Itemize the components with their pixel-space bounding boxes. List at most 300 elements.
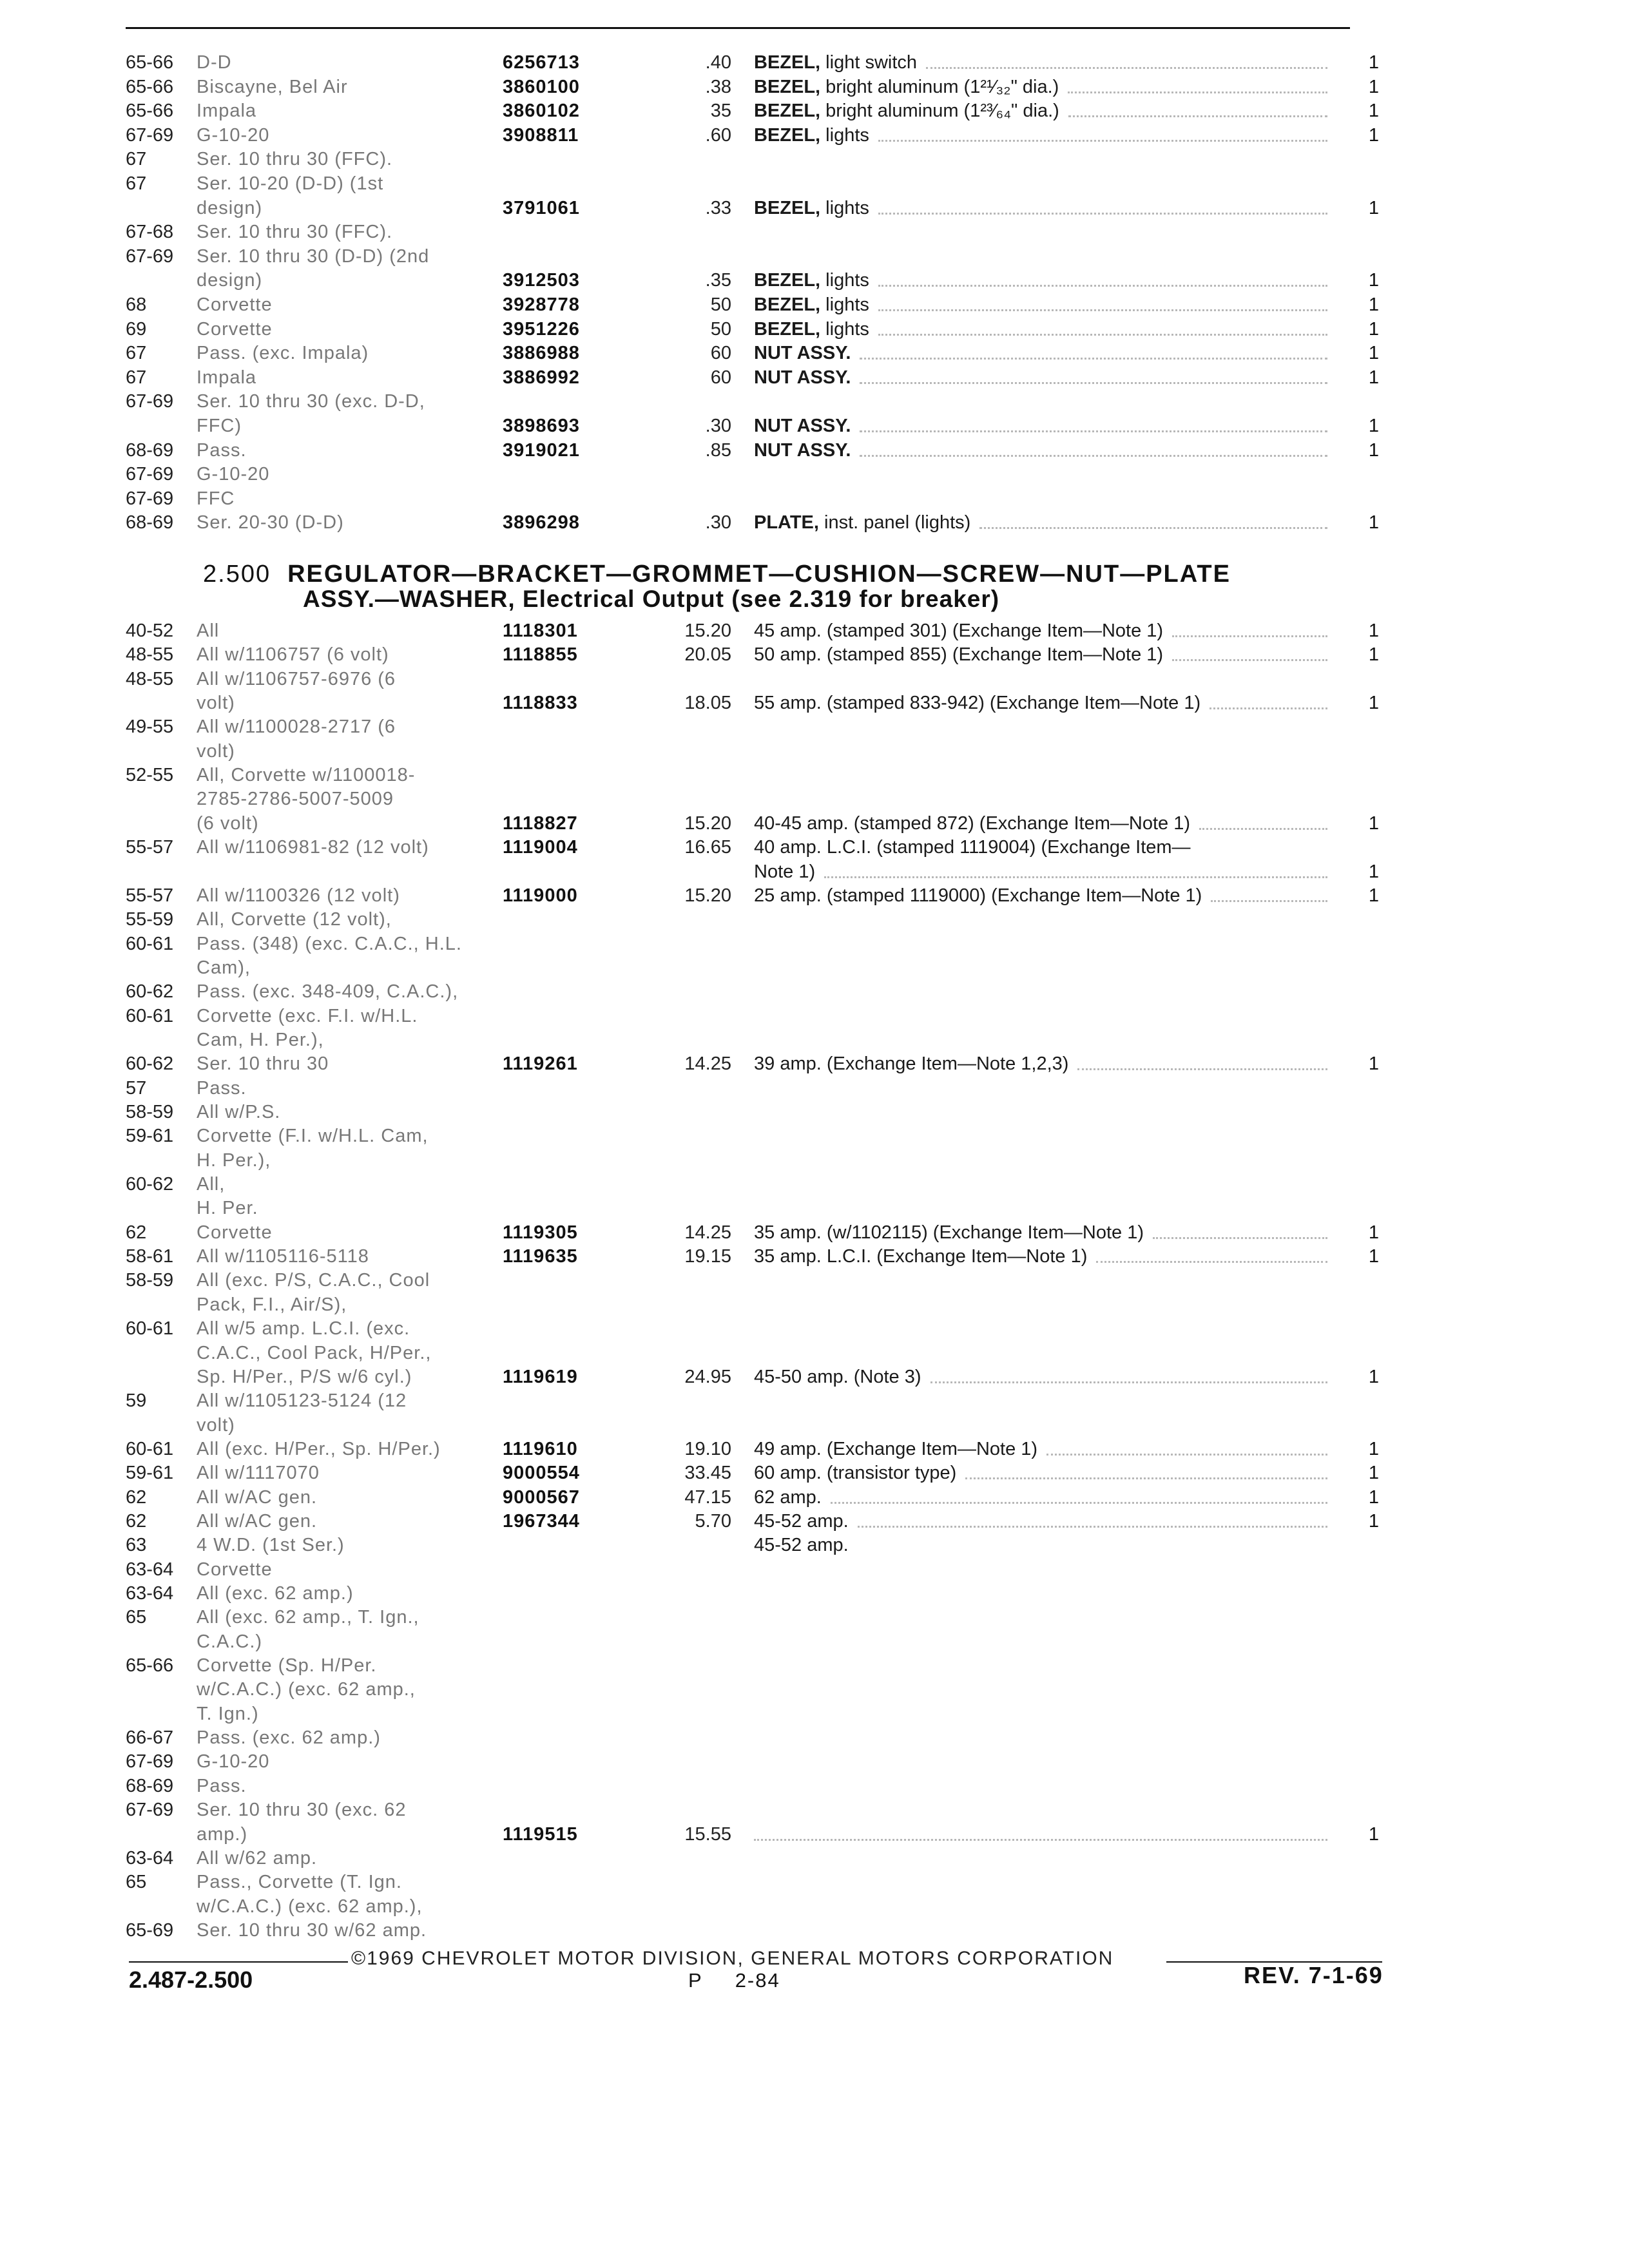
part-number: 1119305: [503, 1222, 578, 1243]
quantity: 1: [1368, 318, 1379, 340]
table-row: [0, 1172, 1629, 1196]
description-text: 45-50 amp. (Note 3): [754, 1366, 921, 1387]
part-number: 1119635: [503, 1246, 578, 1267]
table-row: [0, 147, 1629, 171]
table-row: [0, 171, 1629, 196]
dot-leader: [878, 309, 1327, 311]
model-application: All,: [197, 1174, 226, 1195]
model-years: 63-64: [126, 1559, 174, 1580]
footer-revision: REV. 7-1-69: [1244, 1962, 1383, 1988]
model-application: Corvette: [197, 1222, 273, 1243]
dot-leader: [1068, 91, 1327, 93]
model-years: 60-62: [126, 1174, 174, 1195]
list-price: .33: [705, 197, 731, 218]
quantity: 1: [1368, 1510, 1379, 1532]
model-application: Ser. 10 thru 30 (FFC).: [197, 149, 393, 170]
model-application: All w/AC gen.: [197, 1486, 318, 1508]
part-description: [754, 50, 917, 75]
table-row: [0, 365, 1629, 390]
part-description: [754, 1220, 1144, 1245]
list-price: 14.25: [684, 1222, 731, 1243]
description-keyword: NUT ASSY.: [754, 343, 851, 364]
dot-leader: [1096, 1261, 1327, 1263]
quantity: 1: [1368, 1438, 1379, 1459]
model-application: All w/1105116-5118: [197, 1246, 369, 1267]
model-application: Corvette (F.I. w/H.L. Cam,: [197, 1126, 429, 1147]
model-years: 40-52: [126, 620, 174, 641]
model-years: 67-69: [126, 245, 174, 267]
description-keyword: BEZEL,: [754, 52, 821, 73]
part-number: 9000567: [503, 1486, 580, 1508]
part-number: 1119610: [503, 1438, 578, 1459]
part-number: 1119619: [503, 1366, 578, 1387]
model-years: 68-69: [126, 439, 174, 461]
quantity: 1: [1368, 1463, 1379, 1484]
dot-leader: [878, 213, 1327, 215]
model-application: Ser. 10 thru 30 (exc. D-D,: [197, 391, 425, 412]
part-number: 1118301: [503, 620, 578, 641]
description-keyword: BEZEL,: [754, 318, 821, 340]
model-years: 58-61: [126, 1246, 174, 1267]
list-price: 35: [710, 101, 731, 122]
table-row: [0, 763, 1629, 787]
part-number: 3896298: [503, 512, 580, 533]
model-years: 68: [126, 294, 147, 315]
table-row: [0, 510, 1629, 535]
list-price: 50: [710, 318, 731, 340]
quantity: 1: [1368, 885, 1379, 906]
dot-leader: [858, 1526, 1327, 1528]
model-application: All (exc. 62 amp.): [197, 1583, 354, 1604]
footer-group-range: 2.487-2.500: [129, 1966, 253, 1993]
description-keyword: PLATE,: [754, 512, 819, 533]
description-text: lights: [820, 124, 869, 146]
footer-page-number: 2-84: [735, 1969, 780, 1992]
table-row: [0, 438, 1629, 463]
list-price: 47.15: [684, 1486, 731, 1508]
model-application: Pass. (exc. Impala): [197, 343, 369, 364]
description-keyword: BEZEL,: [754, 294, 821, 315]
part-number: 1119515: [503, 1823, 578, 1845]
table-row: [0, 341, 1629, 365]
list-price: 24.95: [684, 1366, 731, 1387]
dot-leader: [965, 1477, 1327, 1479]
model-application: FFC: [197, 488, 235, 509]
part-description: [754, 1461, 956, 1485]
table-row: [0, 1581, 1629, 1606]
part-number: 3886988: [503, 343, 580, 364]
model-application: Ser. 10 thru 30 (FFC).: [197, 222, 393, 243]
model-years: 69: [126, 318, 147, 340]
dot-leader: [860, 358, 1327, 360]
model-application: Impala: [197, 367, 257, 388]
model-years: 60-61: [126, 1318, 174, 1340]
dot-leader: [1211, 900, 1327, 902]
table-row: [0, 1124, 1629, 1148]
description-text: 40-45 amp. (stamped 872) (Exchange Item—Note 1): [754, 812, 1190, 834]
model-application: 2785-2786-5007-5009: [197, 789, 394, 810]
quantity: 1: [1368, 620, 1379, 641]
model-years: 49-55: [126, 716, 174, 738]
model-application: All w/1105123-5124 (12: [197, 1390, 407, 1412]
list-price: 20.05: [684, 644, 731, 666]
part-description: [754, 268, 869, 293]
model-years: 65-69: [126, 1919, 174, 1941]
model-application: volt): [197, 693, 235, 714]
table-row: [0, 1052, 1629, 1076]
model-application: Pass.: [197, 439, 247, 461]
model-years: 59-61: [126, 1463, 174, 1484]
part-description: [754, 317, 869, 341]
model-application: G-10-20: [197, 124, 270, 146]
description-text: 50 amp. (stamped 855) (Exchange Item—Note 1): [754, 644, 1164, 666]
table-row: [0, 196, 1629, 220]
table-row: [0, 1316, 1629, 1341]
part-number: 1967344: [503, 1510, 580, 1532]
model-application: volt): [197, 1414, 235, 1436]
model-years: 67-69: [126, 124, 174, 146]
quantity: 1: [1368, 439, 1379, 461]
footer-page-letter: P: [688, 1969, 703, 1992]
table-row: [0, 739, 1629, 764]
table-row: [0, 715, 1629, 739]
table-row: [0, 1485, 1629, 1510]
table-row: [0, 1341, 1629, 1365]
list-price: 60: [710, 343, 731, 364]
list-price: 15.20: [684, 812, 731, 834]
dot-leader: [860, 455, 1327, 457]
part-number: 3928778: [503, 294, 580, 315]
table-row: [0, 787, 1629, 811]
model-years: 62: [126, 1222, 147, 1243]
part-description: [754, 811, 1190, 836]
table-row: [0, 1100, 1629, 1124]
model-years: 67: [126, 149, 147, 170]
model-years: 58-59: [126, 1102, 174, 1122]
model-application: All, Corvette (12 volt),: [197, 909, 392, 930]
description-text: 35 amp. L.C.I. (Exchange Item—Note 1): [754, 1246, 1088, 1267]
model-application: G-10-20: [197, 464, 270, 485]
model-application: Pass.: [197, 1775, 247, 1796]
quantity: 1: [1368, 693, 1379, 714]
table-row: [0, 1076, 1629, 1100]
dot-leader: [860, 382, 1327, 384]
description-text: Note 1): [754, 861, 816, 882]
model-years: 52-55: [126, 765, 174, 786]
model-application: Ser. 10 thru 30 (exc. 62: [197, 1800, 407, 1821]
quantity: 1: [1368, 76, 1379, 97]
part-number: 9000554: [503, 1463, 580, 1484]
model-years: 55-59: [126, 909, 174, 930]
model-application: All w/P.S.: [197, 1102, 281, 1122]
model-years: 67-69: [126, 1751, 174, 1773]
table-row: [0, 220, 1629, 244]
model-years: 60-61: [126, 933, 174, 954]
model-application: All (exc. P/S, C.A.C., Cool: [197, 1270, 430, 1291]
table-row: [0, 1557, 1629, 1582]
dot-leader: [1046, 1454, 1327, 1456]
table-row: [0, 1196, 1629, 1220]
model-application: Cam),: [197, 957, 251, 978]
table-row: [0, 1798, 1629, 1822]
part-description: [754, 75, 1059, 99]
table-row: [0, 293, 1629, 317]
model-application: Sp. H/Per., P/S w/6 cyl.): [197, 1366, 412, 1387]
description-text: 45-52 amp.: [754, 1510, 849, 1532]
model-application: Pass. (exc. 348-409, C.A.C.),: [197, 981, 459, 1003]
model-application: All, Corvette w/1100018-: [197, 765, 416, 786]
table-row: [0, 642, 1629, 667]
table-row: [0, 1629, 1629, 1654]
model-years: 59: [126, 1390, 147, 1412]
table-row: [0, 1605, 1629, 1629]
table-row: [0, 883, 1629, 908]
quantity: 1: [1368, 861, 1379, 882]
table-row: [0, 1846, 1629, 1870]
table-row: [0, 1389, 1629, 1413]
part-number: 1118833: [503, 693, 578, 714]
model-application: All w/1100028-2717 (6: [197, 716, 396, 738]
part-description: [754, 1485, 822, 1510]
description-text: 49 amp. (Exchange Item—Note 1): [754, 1438, 1038, 1459]
part-number: 1118855: [503, 644, 578, 666]
table-row: [0, 75, 1629, 99]
table-row: [0, 1749, 1629, 1774]
model-application: C.A.C.): [197, 1631, 263, 1652]
description-text: 45-52 amp.: [754, 1535, 849, 1556]
dot-leader: [878, 285, 1327, 287]
model-application: Pass., Corvette (T. Ign.: [197, 1872, 402, 1893]
model-years: 59-61: [126, 1126, 174, 1147]
model-application: w/C.A.C.) (exc. 62 amp.),: [197, 1896, 423, 1917]
table-row: [0, 389, 1629, 414]
part-description: [754, 341, 851, 365]
table-row: [0, 956, 1629, 980]
dot-leader: [754, 1839, 1327, 1841]
list-price: 50: [710, 294, 731, 315]
model-years: 60-62: [126, 981, 174, 1003]
description-text: lights: [820, 318, 869, 340]
model-years: 57: [126, 1077, 147, 1099]
model-years: 67: [126, 173, 147, 194]
table-row: [0, 1918, 1629, 1943]
model-application: Pack, F.I., Air/S),: [197, 1294, 347, 1315]
model-application: Pass. (exc. 62 amp.): [197, 1727, 381, 1749]
model-application: Corvette: [197, 318, 273, 340]
part-number: 3908811: [503, 124, 579, 146]
table-row: [0, 1148, 1629, 1173]
model-years: 62: [126, 1486, 147, 1508]
dot-leader: [831, 1502, 1327, 1504]
model-years: 65-66: [126, 1655, 174, 1677]
part-number: 3860102: [503, 101, 580, 122]
dot-leader: [979, 527, 1327, 529]
model-application: Corvette (exc. F.I. w/H.L.: [197, 1005, 418, 1026]
list-price: 19.15: [684, 1246, 731, 1267]
model-years: 65-66: [126, 52, 174, 73]
table-row: [0, 1220, 1629, 1245]
table-row: [0, 414, 1629, 438]
description-text: 35 amp. (w/1102115) (Exchange Item—Note 1): [754, 1222, 1144, 1243]
model-years: 63-64: [126, 1583, 174, 1604]
list-price: 33.45: [684, 1463, 731, 1484]
dot-leader: [1172, 635, 1327, 637]
part-description: [754, 835, 1191, 860]
model-application: Corvette (Sp. H/Per.: [197, 1655, 377, 1677]
table-row: [0, 1437, 1629, 1461]
list-price: 60: [710, 367, 731, 388]
part-description: [754, 1052, 1068, 1076]
part-number: 3951226: [503, 318, 580, 340]
part-number: 6256713: [503, 52, 580, 73]
part-description: [754, 619, 1163, 643]
table-row: [0, 1509, 1629, 1533]
part-description: [754, 414, 851, 438]
model-years: 68-69: [126, 512, 174, 533]
description-keyword: NUT ASSY.: [754, 439, 851, 461]
model-application: All w/AC gen.: [197, 1510, 318, 1532]
part-description: [754, 365, 851, 390]
description-text: 60 amp. (transistor type): [754, 1463, 957, 1484]
table-row: [0, 317, 1629, 341]
dot-leader: [1077, 1068, 1327, 1070]
model-application: All w/1106981-82 (12 volt): [197, 837, 429, 858]
model-years: 68-69: [126, 1775, 174, 1796]
model-application: All w/1117070: [197, 1463, 320, 1484]
part-description: [754, 1244, 1087, 1269]
list-price: 18.05: [684, 693, 731, 714]
description-keyword: BEZEL,: [754, 76, 821, 97]
table-row: [0, 99, 1629, 123]
dot-leader: [1172, 659, 1327, 661]
list-price: .30: [705, 416, 731, 436]
list-price: 15.55: [684, 1823, 731, 1845]
list-price: 14.25: [684, 1053, 731, 1075]
table-row: [0, 123, 1629, 148]
part-description: [754, 293, 869, 317]
section-title-line2: ASSY.—WASHER, Electrical Output (see 2.319 for breaker): [303, 586, 1000, 612]
part-description: [754, 438, 851, 463]
model-application: Corvette: [197, 294, 273, 315]
model-years: 67-69: [126, 488, 174, 509]
model-years: 55-57: [126, 885, 174, 906]
list-price: .38: [705, 76, 731, 97]
model-application: All w/62 amp.: [197, 1847, 318, 1869]
model-years: 48-55: [126, 644, 174, 666]
model-years: 58-59: [126, 1270, 174, 1291]
part-description: [754, 860, 815, 884]
quantity: 1: [1368, 644, 1379, 666]
dot-leader: [930, 1381, 1327, 1383]
description-text: lights: [820, 294, 869, 315]
quantity: 1: [1368, 1366, 1379, 1387]
model-application: amp.): [197, 1823, 248, 1845]
quantity: 1: [1368, 270, 1379, 291]
dot-leader: [1199, 828, 1327, 830]
description-text: bright aluminum (1²³⁄₆₄" dia.): [820, 101, 1059, 122]
part-number: 1119000: [503, 885, 578, 906]
table-row: [0, 667, 1629, 691]
table-row: [0, 1461, 1629, 1485]
quantity: 1: [1368, 294, 1379, 315]
description-text: lights: [820, 197, 869, 218]
model-application: Pass. (348) (exc. C.A.C., H.L.: [197, 933, 462, 954]
table-row: [0, 1533, 1629, 1557]
table-row: [0, 1822, 1629, 1847]
model-application: H. Per.),: [197, 1149, 271, 1171]
model-years: 65: [126, 1607, 147, 1628]
model-years: 65: [126, 1872, 147, 1893]
quantity: 1: [1368, 1486, 1379, 1508]
model-application: Ser. 20-30 (D-D): [197, 512, 344, 533]
table-row: [0, 691, 1629, 715]
quantity: 1: [1368, 343, 1379, 364]
description-text: lights: [820, 270, 869, 291]
description-text: 62 amp.: [754, 1486, 822, 1508]
part-description: [754, 1365, 921, 1389]
description-text: 40 amp. L.C.I. (stamped 1119004) (Exchange Item—: [754, 837, 1191, 858]
footer-copyright: ©1969 CHEVROLET MOTOR DIVISION, GENERAL MOTORS CORPORATION: [351, 1948, 1114, 1969]
description-keyword: BEZEL,: [754, 197, 821, 218]
section-heading: [203, 561, 1231, 588]
model-application: Cam, H. Per.),: [197, 1029, 324, 1050]
table-row: [0, 268, 1629, 293]
model-years: 48-55: [126, 668, 174, 689]
description-keyword: NUT ASSY.: [754, 416, 851, 436]
model-years: 67-69: [126, 464, 174, 485]
list-price: 15.20: [684, 885, 731, 906]
quantity: 1: [1368, 1053, 1379, 1075]
model-application: All: [197, 620, 220, 641]
part-number: 1119004: [503, 837, 578, 858]
table-row: [0, 619, 1629, 643]
quantity: 1: [1368, 512, 1379, 533]
model-years: 55-57: [126, 837, 174, 858]
part-description: [754, 1509, 849, 1533]
quantity: 1: [1368, 1823, 1379, 1845]
table-row: [0, 486, 1629, 511]
list-price: 19.10: [684, 1438, 731, 1459]
model-years: 65-66: [126, 101, 174, 122]
model-years: 60-61: [126, 1005, 174, 1026]
table-row: [0, 1244, 1629, 1269]
model-application: D-D: [197, 52, 232, 73]
list-price: .30: [705, 512, 731, 533]
part-description: [754, 642, 1163, 667]
table-row: [0, 1028, 1629, 1052]
footer-page: [688, 1969, 780, 1992]
model-application: H. Per.: [197, 1198, 258, 1219]
table-row: [0, 1293, 1629, 1317]
quantity: 1: [1368, 197, 1379, 218]
list-price: 5.70: [695, 1510, 731, 1532]
part-number: 3919021: [503, 439, 580, 461]
table-row: [0, 1725, 1629, 1750]
quantity: 1: [1368, 101, 1379, 122]
model-years: 67-69: [126, 1800, 174, 1821]
model-application: volt): [197, 740, 235, 762]
dot-leader: [824, 876, 1327, 878]
dot-leader: [1153, 1237, 1327, 1239]
table-row: [0, 835, 1629, 860]
model-years: 67: [126, 343, 147, 364]
model-application: Pass.: [197, 1077, 247, 1099]
part-description: [754, 883, 1202, 908]
model-years: 67-69: [126, 391, 174, 412]
part-description: [754, 99, 1059, 123]
part-description: [754, 196, 869, 220]
model-years: 67: [126, 367, 147, 388]
